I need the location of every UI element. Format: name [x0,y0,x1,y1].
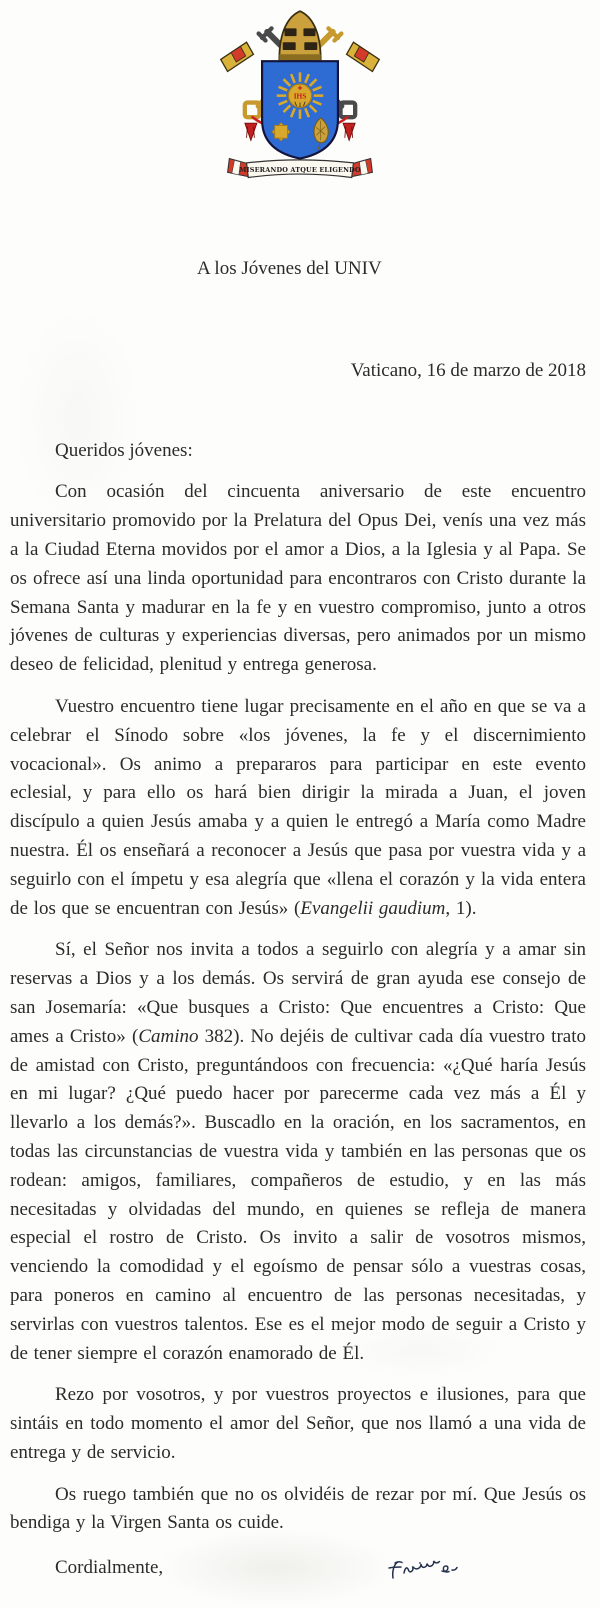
paragraph [10,478,586,680]
dateline: Vaticano, 16 de marzo de 2018 [350,359,586,381]
crest-monogram: IHS [293,91,307,101]
paragraph-text: Vuestro encuentro tiene lugar precisamente en el año en que se va a celebrar el Sínodo sobre «los jóvenes, la fe y el discernimiento vocacional». Os animo a prepararos para participar en este evento eclesial, y para ello os hará bien dirigir la mirada a Juan, el joven discípulo a quien Jesús amaba y a quien le entregó a María como Madre nuestra. Él os enseñará a reconocer a Jesús que pasa por vuestra vida y a seguirlo con el ímpetu y esa alegría que «llena el corazón y la vida entera de los que se encuentran con Jesús» ( [10,695,586,919]
paragraph [10,1381,586,1467]
paragraph-text: Con ocasión del cincuenta aniversario de este encuentro universitario promovido por la Prelatura del Opus Dei, venís una vez más a la Ciudad Eterna movidos por el amor a Dios, a la Iglesia y al Papa. Se os ofrece así una linda oportunidad para encontraros con Cristo durante la Semana Santa y madurar en la fe y en vuestro compromiso, junto a otros jóvenes de culturas y experiencias diversas, pero animados por un mismo deseo de felicidad, plenitud y entrega generosa. [10,481,586,676]
paragraph-text: Rezo por vosotros, y por vuestros proyectos e ilusiones, para que sintáis en todo momento el amor del Señor, que nos llamó a una vida de entrega y de servicio. [10,1384,586,1463]
motto-banner [228,159,373,178]
paragraph-text: Os ruego también que no os olvidéis de rezar por mí. Que Jesús os bendiga y la Virgen Santa os cuide. [10,1483,586,1534]
paragraph-text: 382). No dejéis de cultivar cada día vuestro trato de amistad con Cristo, preguntándoos con frecuencia: «¿Qué haría Jesús en mi lugar? ¿Qué puedo hacer por parecerme cada vez más a Él y llevarlo a los demás?». Buscadlo en la oración, en los sacramentos, en todas las circunstancias de vuestra vida y también en las personas que os rodean: amigos, familiares, compañeros de estudio, y en las más necesitadas y olvidadas del mundo, en quienes se refleja de manera especial el rostro de Cristo. Os invito a salir de vosotros mismos, venciendo la comodidad y el egoísmo de pensar sólo a vuestras cosas, para poneros en camino al encuentro de las personas necesitadas, y servirlas con vuestros talentos. Ese es el mejor modo de seguir a Cristo y de tener siempre el corazón enamorado de Él. [10,1025,586,1364]
paragraph [10,693,586,923]
star-icon [272,123,290,141]
ihs-sun-icon [277,72,324,119]
signature-francisco [386,1558,466,1584]
papal-coat-of-arms [205,6,395,187]
italic-citation: Camino [138,1025,199,1047]
paragraph-text: , 1). [445,897,477,919]
italic-citation: Evangelii gaudium [300,897,446,919]
letter-body [10,478,586,1538]
paragraph-text: Sí, el Señor nos invita a todos a seguirlo con alegría y a amar sin reservas a Dios y a los demás. Os servirá de gran ayuda ese consejo de san Josemaría: «Que busques a Cristo: Que encuentres a Cristo: Que ames a Cristo» ( [10,939,586,1047]
paragraph [10,936,586,1368]
recipient-line: A los Jóvenes del UNIV [197,258,382,279]
salutation: Queridos jóvenes: [55,439,193,461]
paragraph [10,1481,586,1539]
closing: Cordialmente, [55,1557,164,1579]
crest-motto: MISERANDO ATQUE ELIGENDO [239,165,361,174]
